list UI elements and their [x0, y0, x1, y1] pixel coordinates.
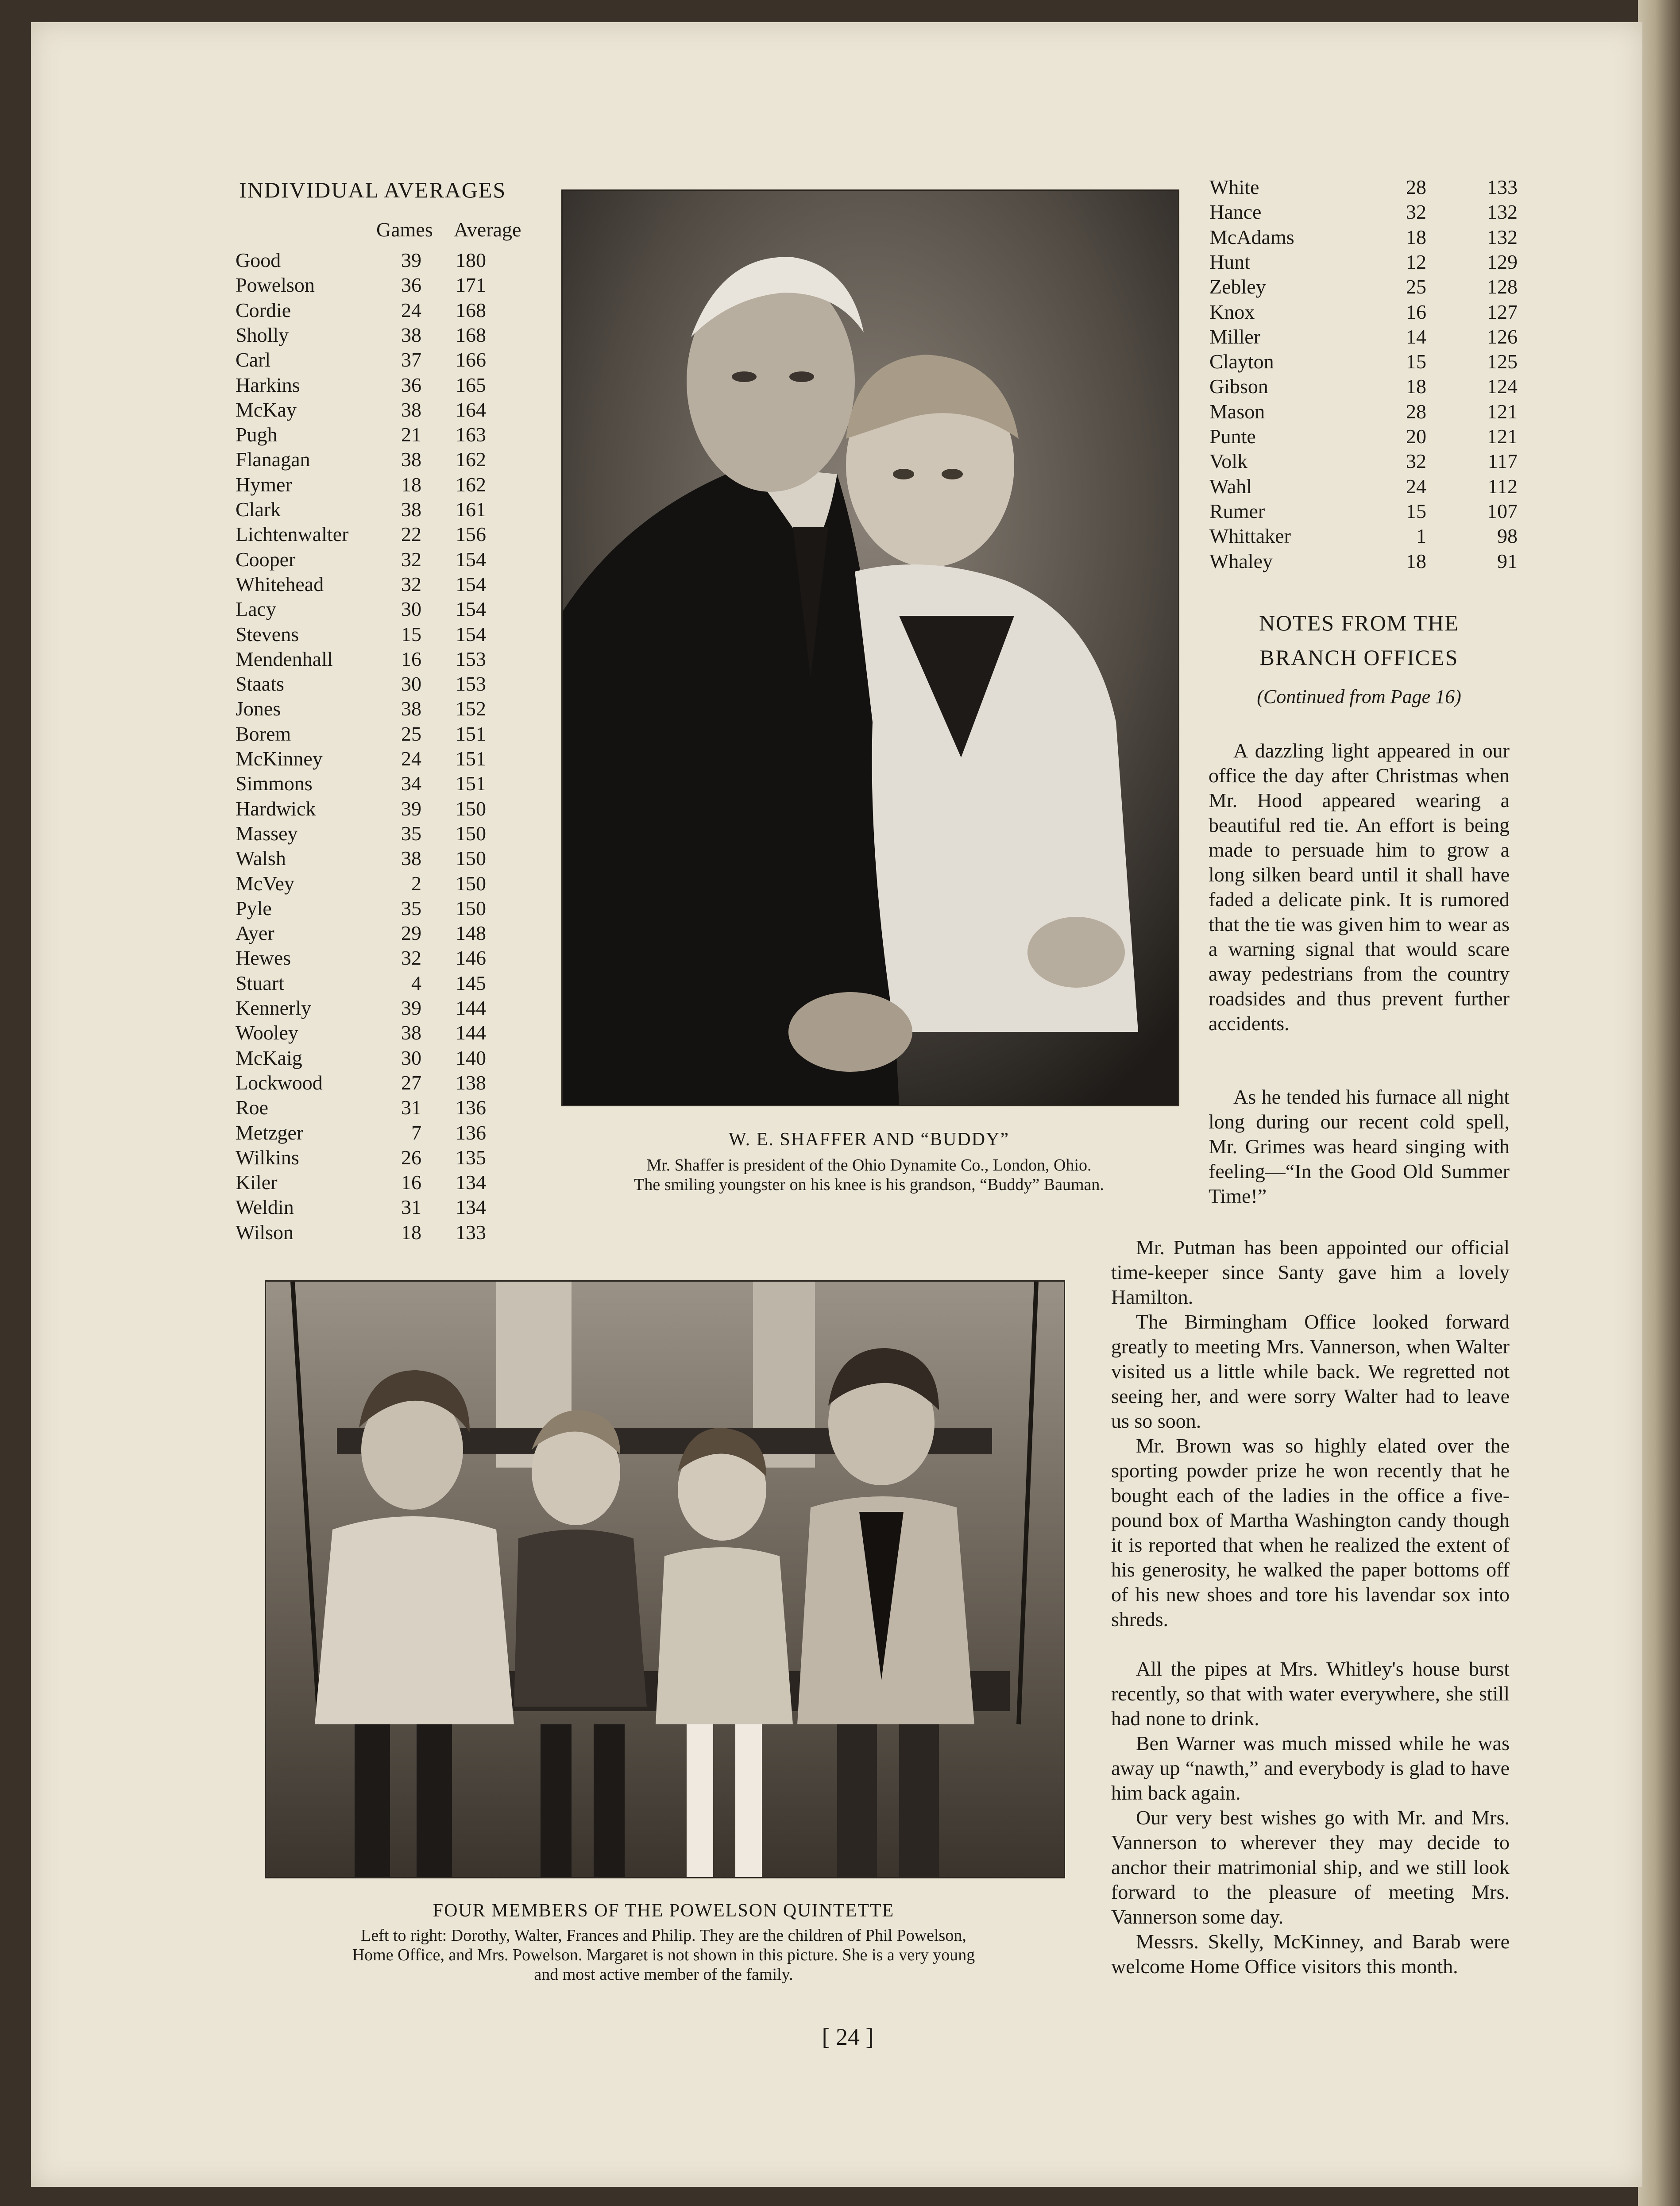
average-value: 150 — [456, 797, 486, 820]
games-value: 18 — [401, 473, 421, 496]
bowler-name: Good — [236, 249, 281, 271]
games-header: Games — [376, 218, 433, 241]
average-row — [236, 771, 495, 796]
average-row — [236, 398, 495, 422]
games-value: 24 — [1406, 475, 1426, 498]
games-value: 21 — [401, 423, 421, 446]
average-value: 136 — [456, 1096, 486, 1119]
average-row — [1209, 274, 1526, 299]
average-value: 127 — [1487, 300, 1518, 323]
average-row — [236, 572, 495, 597]
average-row — [236, 871, 495, 896]
bowler-name: Wilkins — [236, 1146, 299, 1169]
average-row — [1209, 549, 1526, 574]
games-value: 31 — [401, 1096, 421, 1119]
bowler-name: McKaig — [236, 1046, 302, 1069]
games-value: 32 — [1406, 450, 1426, 473]
notes-paragraph-grimes: As he tended his furnace all night long during our recent cold spell, Mr. Grimes was heard singing with feeling—“In the Good Old Summer Time!” — [1209, 1086, 1510, 1207]
average-value: 133 — [456, 1221, 486, 1244]
bowler-name: Mendenhall — [236, 647, 333, 670]
bowler-name: Borem — [236, 722, 291, 745]
bowler-name: Lacy — [236, 598, 276, 621]
average-value: 132 — [1487, 225, 1518, 248]
average-row — [236, 1070, 495, 1095]
average-row — [236, 796, 495, 821]
bowler-name: Hardwick — [236, 797, 316, 820]
average-value: 140 — [456, 1046, 486, 1069]
bowler-name: McKay — [236, 398, 297, 421]
bowler-name: Rumer — [1209, 499, 1265, 522]
games-value: 31 — [401, 1196, 421, 1219]
average-value: 154 — [456, 622, 486, 645]
average-value: 150 — [456, 822, 486, 845]
games-value: 36 — [401, 274, 421, 297]
bowler-name: McVey — [236, 872, 294, 895]
games-value: 39 — [401, 997, 421, 1019]
average-row — [1209, 424, 1526, 449]
games-value: 32 — [401, 548, 421, 571]
shaffer-caption-title: W. E. SHAFFER AND “BUDDY” — [728, 1129, 1010, 1150]
bowler-name: Lichtenwalter — [236, 523, 349, 546]
games-value: 15 — [1406, 350, 1426, 373]
average-row — [1209, 250, 1526, 274]
games-value: 38 — [401, 398, 421, 421]
average-value: 162 — [456, 473, 486, 496]
average-value: 136 — [456, 1121, 486, 1144]
average-value: 134 — [456, 1171, 486, 1194]
games-value: 18 — [401, 1221, 421, 1244]
bowler-name: Volk — [1209, 450, 1248, 473]
average-row — [236, 597, 495, 622]
average-value: 112 — [1487, 475, 1518, 498]
bowler-name: Whittaker — [1209, 525, 1291, 548]
bowler-name: Roe — [236, 1096, 269, 1119]
bowler-name: Stevens — [236, 622, 299, 645]
average-row — [236, 821, 495, 846]
average-row — [236, 746, 495, 771]
bowler-name: Knox — [1209, 300, 1255, 323]
average-value: 153 — [456, 647, 486, 670]
games-value: 2 — [411, 872, 421, 895]
games-value: 38 — [401, 323, 421, 346]
games-value: 38 — [401, 448, 421, 471]
average-row — [236, 373, 495, 398]
average-row — [236, 647, 495, 672]
games-value: 38 — [401, 1021, 421, 1044]
bowler-name: Wahl — [1209, 475, 1252, 498]
average-value: 126 — [1487, 325, 1518, 348]
average-value: 162 — [456, 448, 486, 471]
average-row — [236, 472, 495, 497]
bowler-name: Massey — [236, 822, 298, 845]
average-row — [236, 422, 495, 447]
average-value: 133 — [1487, 176, 1518, 198]
page-number: [ 24 ] — [822, 2024, 874, 2050]
average-value: 121 — [1487, 400, 1518, 423]
games-value: 38 — [401, 847, 421, 870]
powelson-caption-line3: and most active member of the family. — [534, 1965, 793, 1984]
average-row — [236, 273, 495, 297]
notes-paragraph-vannerson: Our very best wishes go with Mr. and Mrs. Vannerson to wherever they may decide to anchor their matrimonial ship, and we still look forward to the pleasure of meeting Mrs. Vannerson some day. — [1111, 1806, 1510, 1928]
shaffer-caption-line2: The smiling youngster on his knee is his grandson, “Buddy” Bauman. — [634, 1175, 1104, 1194]
games-value: 26 — [401, 1146, 421, 1169]
average-row — [1209, 175, 1526, 200]
average-row — [236, 1046, 495, 1070]
average-value: 98 — [1497, 525, 1518, 548]
average-row — [1209, 200, 1526, 224]
average-row — [236, 696, 495, 721]
games-value: 30 — [401, 672, 421, 695]
average-value: 144 — [456, 997, 486, 1019]
bowler-name: Weldin — [236, 1196, 294, 1219]
notes-title-line2: BRANCH OFFICES — [1259, 645, 1459, 670]
games-value: 28 — [1406, 176, 1426, 198]
shaffer-caption-line1: Mr. Shaffer is president of the Ohio Dynamite Co., London, Ohio. — [646, 1156, 1092, 1174]
average-row — [236, 996, 495, 1020]
notes-paragraph-birmingham: The Birmingham Office looked forward greatly to meeting Mrs. Vannerson, when Walter visited us a little while back. We regretted not seeing her, and were sorry Walter had to leave us so soon. — [1111, 1310, 1510, 1432]
games-value: 16 — [1406, 300, 1426, 323]
average-row — [236, 1020, 495, 1045]
average-row — [1209, 499, 1526, 524]
average-value: 125 — [1487, 350, 1518, 373]
average-row — [1209, 374, 1526, 399]
bowler-name: Hymer — [236, 473, 292, 496]
average-value: 153 — [456, 672, 486, 695]
average-value: 145 — [456, 971, 486, 994]
games-value: 12 — [1406, 250, 1426, 273]
average-row — [236, 921, 495, 946]
games-value: 28 — [1406, 400, 1426, 423]
games-value: 24 — [401, 747, 421, 770]
average-row — [236, 722, 495, 746]
average-row — [1209, 325, 1526, 349]
bowler-name: Simmons — [236, 772, 313, 795]
bowler-name: Wilson — [236, 1221, 294, 1244]
average-value: 132 — [1487, 201, 1518, 224]
powelson-caption-line1: Left to right: Dorothy, Walter, Frances and Philip. They are the children of Phil Powelson, — [361, 1926, 966, 1945]
games-value: 18 — [1406, 375, 1426, 398]
average-value: 150 — [456, 872, 486, 895]
games-value: 25 — [1406, 275, 1426, 298]
bowler-name: White — [1209, 176, 1259, 198]
games-value: 25 — [401, 722, 421, 745]
games-value: 39 — [401, 797, 421, 820]
notes-subtitle: (Continued from Page 16) — [1257, 686, 1461, 707]
games-value: 15 — [1406, 499, 1426, 522]
average-row — [236, 348, 495, 372]
bowler-name: Zebley — [1209, 275, 1266, 298]
games-value: 22 — [401, 523, 421, 546]
average-value: 146 — [456, 947, 486, 970]
average-value: 134 — [456, 1196, 486, 1219]
average-value: 156 — [456, 523, 486, 546]
average-row — [236, 1120, 495, 1145]
bowler-name: Pyle — [236, 896, 272, 919]
games-value: 18 — [1406, 549, 1426, 572]
bowler-name: Jones — [236, 697, 281, 720]
bowler-name: Hunt — [1209, 250, 1250, 273]
games-value: 38 — [401, 498, 421, 521]
average-row — [236, 447, 495, 472]
average-value: 121 — [1487, 425, 1518, 448]
notes-paragraph-hood: A dazzling light appeared in our office the day after Christmas when Mr. Hood appeared wearing a beautiful red tie. An effort is being made to persuade him to grow a long silken beard until it shall have faded a delicate pink. It is rumored that the tie was given him to wear as a warning signal that would scare away pedestrians from the country roadsides and thus prevent further accidents. — [1209, 739, 1510, 1035]
games-value: 32 — [1406, 201, 1426, 224]
average-value: 151 — [456, 722, 486, 745]
powelson-caption-title: FOUR MEMBERS OF THE POWELSON QUINTETTE — [433, 1901, 895, 1921]
average-value: 180 — [456, 249, 486, 271]
bowler-name: Whitehead — [236, 572, 324, 595]
bowler-name: Pugh — [236, 423, 278, 446]
games-value: 1 — [1416, 525, 1426, 548]
average-value: 163 — [456, 423, 486, 446]
average-row — [236, 1195, 495, 1220]
average-row — [1209, 349, 1526, 374]
average-row — [236, 896, 495, 921]
bowler-name: Mason — [1209, 400, 1265, 423]
bowler-name: Harkins — [236, 373, 300, 396]
games-value: 7 — [411, 1121, 421, 1144]
bowler-name: Clark — [236, 498, 281, 521]
average-value: 150 — [456, 896, 486, 919]
bowler-name: Walsh — [236, 847, 286, 870]
bowler-name: McAdams — [1209, 225, 1294, 248]
average-row — [236, 946, 495, 970]
average-header: Average — [454, 218, 521, 241]
average-value: 129 — [1487, 250, 1518, 273]
bowler-name: Stuart — [236, 971, 284, 994]
average-value: 135 — [456, 1146, 486, 1169]
average-row — [1209, 399, 1526, 424]
average-row — [236, 622, 495, 647]
average-row — [236, 672, 495, 696]
average-value: 164 — [456, 398, 486, 421]
bowler-name: Staats — [236, 672, 284, 695]
average-value: 117 — [1487, 450, 1518, 473]
games-value: 29 — [401, 922, 421, 945]
average-value: 166 — [456, 348, 486, 371]
bowler-name: Kiler — [236, 1171, 278, 1194]
average-value: 138 — [456, 1071, 486, 1094]
bowler-name: Carl — [236, 348, 271, 371]
average-value: 91 — [1497, 549, 1518, 572]
powelson-caption-line2: Home Office, and Mrs. Powelson. Margaret is not shown in this picture. She is a very young — [352, 1946, 975, 1964]
games-value: 16 — [401, 1171, 421, 1194]
games-value: 4 — [411, 971, 421, 994]
games-value: 35 — [401, 896, 421, 919]
average-value: 154 — [456, 548, 486, 571]
average-row — [236, 248, 495, 273]
games-value: 14 — [1406, 325, 1426, 348]
average-row — [236, 1145, 495, 1170]
average-row — [236, 298, 495, 323]
bowler-name: Sholly — [236, 323, 289, 346]
notes-title-line1: NOTES FROM THE — [1259, 610, 1460, 635]
shaffer-photo — [561, 189, 1179, 1106]
average-row — [236, 522, 495, 547]
notes-paragraph-putman: Mr. Putman has been appointed our official time-keeper since Santy gave him a lovely Hamilton. — [1111, 1236, 1510, 1308]
bowler-name: Whaley — [1209, 549, 1273, 572]
average-value: 168 — [456, 323, 486, 346]
average-value: 124 — [1487, 375, 1518, 398]
bowler-name: Ayer — [236, 922, 274, 945]
bowler-name: Wooley — [236, 1021, 298, 1044]
average-row — [236, 497, 495, 522]
bowler-name: Powelson — [236, 274, 315, 297]
average-row — [1209, 225, 1526, 250]
games-value: 18 — [1406, 225, 1426, 248]
page-edge — [1638, 0, 1680, 2206]
games-value: 32 — [401, 947, 421, 970]
games-value: 30 — [401, 598, 421, 621]
bowler-name: Flanagan — [236, 448, 310, 471]
average-value: 171 — [456, 274, 486, 297]
bowler-name: McKinney — [236, 747, 323, 770]
average-value: 151 — [456, 747, 486, 770]
games-value: 27 — [401, 1071, 421, 1094]
bowler-name: Metzger — [236, 1121, 304, 1144]
games-value: 38 — [401, 697, 421, 720]
bowler-name: Clayton — [1209, 350, 1274, 373]
average-value: 168 — [456, 298, 486, 321]
bowler-name: Cordie — [236, 298, 291, 321]
bowler-name: Hance — [1209, 201, 1262, 224]
average-value: 154 — [456, 598, 486, 621]
average-value: 107 — [1487, 499, 1518, 522]
games-value: 32 — [401, 572, 421, 595]
bowler-name: Kennerly — [236, 997, 312, 1019]
notes-paragraph-warner: Ben Warner was much missed while he was away up “nawth,” and everybody is glad to have him back again. — [1111, 1732, 1510, 1804]
average-value: 152 — [456, 697, 486, 720]
games-value: 15 — [401, 622, 421, 645]
average-value: 150 — [456, 847, 486, 870]
average-value: 161 — [456, 498, 486, 521]
average-row — [236, 1220, 495, 1245]
average-value: 148 — [456, 922, 486, 945]
bowler-name: Lockwood — [236, 1071, 323, 1094]
average-value: 144 — [456, 1021, 486, 1044]
average-row — [236, 971, 495, 996]
average-value: 151 — [456, 772, 486, 795]
average-value: 165 — [456, 373, 486, 396]
notes-paragraph-whitley: All the pipes at Mrs. Whitley's house burst recently, so that with water everywhere, she still had none to drink. — [1111, 1657, 1510, 1730]
games-value: 34 — [401, 772, 421, 795]
bowler-name: Miller — [1209, 325, 1260, 348]
bowler-name: Hewes — [236, 947, 291, 970]
bowler-name: Cooper — [236, 548, 296, 571]
games-value: 35 — [401, 822, 421, 845]
bowler-name: Punte — [1209, 425, 1256, 448]
average-row — [236, 547, 495, 572]
powelson-photo — [265, 1280, 1065, 1878]
average-value: 154 — [456, 572, 486, 595]
bowler-name: Gibson — [1209, 375, 1268, 398]
average-row — [236, 323, 495, 348]
notes-paragraph-visitors: Messrs. Skelly, McKinney, and Barab were welcome Home Office visitors this month. — [1111, 1930, 1510, 1978]
games-value: 24 — [401, 298, 421, 321]
games-value: 36 — [401, 373, 421, 396]
average-row — [1209, 474, 1526, 499]
games-value: 37 — [401, 348, 421, 371]
games-value: 20 — [1406, 425, 1426, 448]
average-row — [236, 846, 495, 871]
averages-title: INDIVIDUAL AVERAGES — [239, 178, 506, 202]
average-row — [1209, 300, 1526, 325]
games-value: 16 — [401, 647, 421, 670]
average-row — [1209, 524, 1526, 549]
average-row — [236, 1170, 495, 1195]
notes-paragraph-brown: Mr. Brown was so highly elated over the sporting powder prize he won recently that he bought each of the ladies in the office a five-pound box of Martha Washington candy though it is reported that when he realized the extent of his generosity, he walked the paper bottoms off of his new shoes and tore his lavendar sox into shreds. — [1111, 1434, 1510, 1630]
games-value: 30 — [401, 1046, 421, 1069]
average-row — [1209, 449, 1526, 474]
average-row — [236, 1095, 495, 1120]
games-value: 39 — [401, 249, 421, 271]
average-value: 128 — [1487, 275, 1518, 298]
